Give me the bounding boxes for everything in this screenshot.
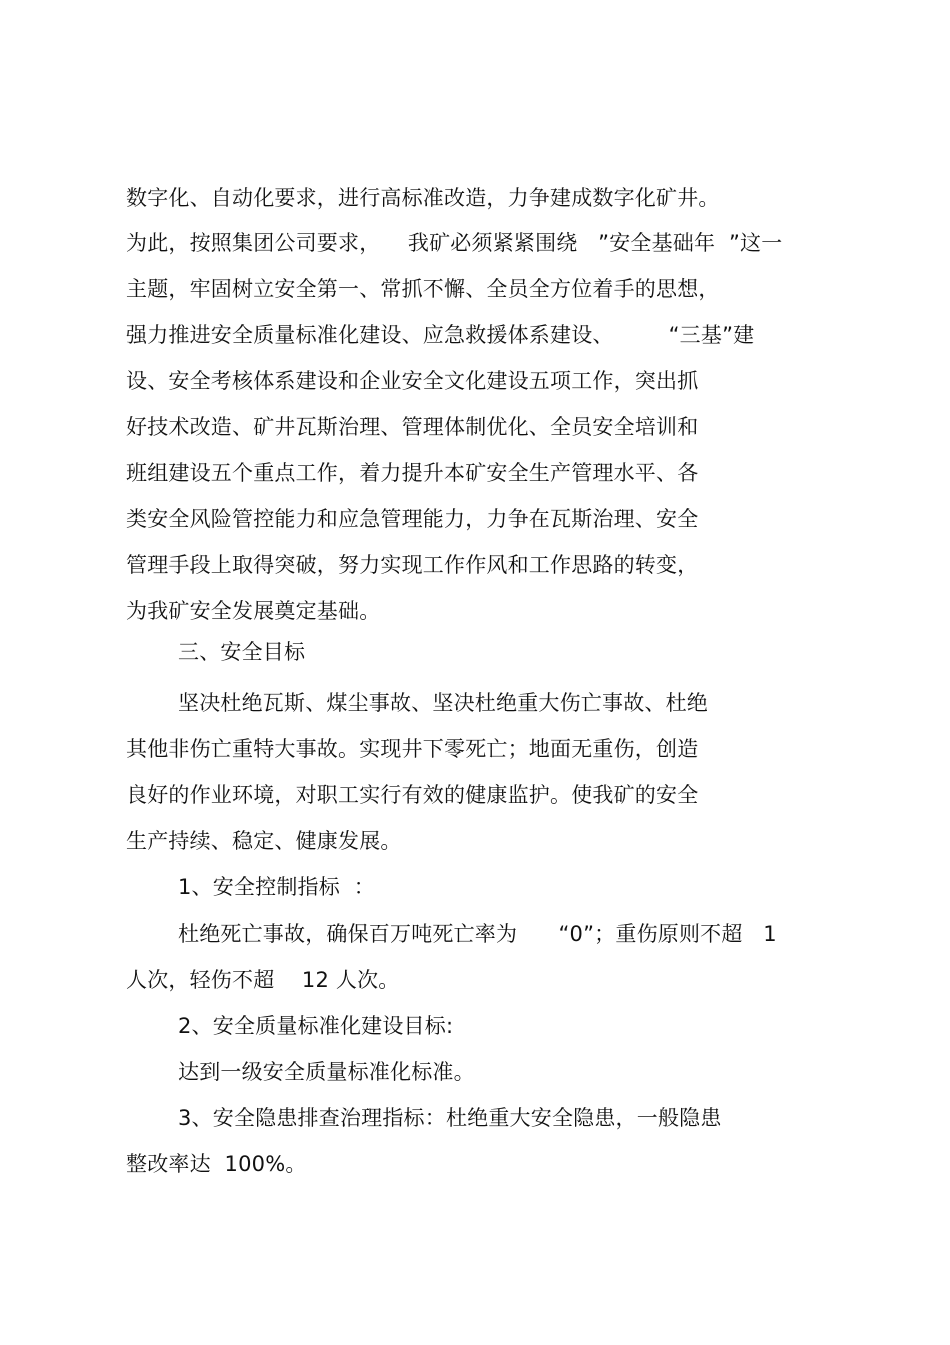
section-heading: 三、安全目标 [178, 640, 306, 664]
standard-line: 达到一级安全质量标准化标准。 [178, 1060, 475, 1084]
paragraph-line-3: 主题，牢固树立安全第一、常抓不懈、全员全方位着手的思想， [126, 277, 720, 301]
paragraph-line-7: 班组建设五个重点工作，着力提升本矿安全生产管理水平、各 [126, 461, 699, 485]
subheading-2: 2、安全质量标准化建设目标: [178, 1014, 454, 1038]
paragraph-line-9: 管理手段上取得突破，努力实现工作作风和工作思路的转变， [126, 553, 699, 577]
paragraph-line-4: 强力推进安全质量标准化建设、应急救援体系建设、 “三基”建 [126, 323, 755, 347]
subheading-3: 3、安全隐患排查治理指标：杜绝重大安全隐患，一般隐患 [178, 1106, 722, 1130]
paragraph-line-5: 设、安全考核体系建设和企业安全文化建设五项工作，突出抓 [126, 369, 699, 393]
subheading-1: 1、安全控制指标 ： [178, 875, 375, 899]
paragraph-line-2: 为此，按照集团公司要求， 我矿必须紧紧围绕 ”安全基础年 ”这一 [126, 231, 783, 255]
indicator-line-2: 人次，轻伤不超 12 人次。 [126, 968, 400, 992]
rectification-line: 整改率达 100%。 [126, 1152, 307, 1176]
paragraph-line-10: 为我矿安全发展奠定基础。 [126, 599, 381, 623]
paragraph-line-6: 好技术改造、矿井瓦斯治理、管理体制优化、全员安全培训和 [126, 415, 699, 439]
indicator-line-1: 杜绝死亡事故，确保百万吨死亡率为 “0”；重伤原则不超 1 [178, 922, 777, 946]
goal-line-4: 生产持续、稳定、健康发展。 [126, 829, 402, 853]
paragraph-line-1: 数字化、自动化要求，进行高标准改造，力争建成数字化矿井。 [126, 186, 720, 210]
goal-line-2: 其他非伤亡重特大事故。实现井下零死亡；地面无重伤，创造 [126, 737, 699, 761]
goal-line-3: 良好的作业环境，对职工实行有效的健康监护。使我矿的安全 [126, 783, 699, 807]
goal-line-1: 坚决杜绝瓦斯、煤尘事故、坚决杜绝重大伤亡事故、杜绝 [178, 691, 708, 715]
paragraph-line-8: 类安全风险管控能力和应急管理能力，力争在瓦斯治理、安全 [126, 507, 699, 531]
